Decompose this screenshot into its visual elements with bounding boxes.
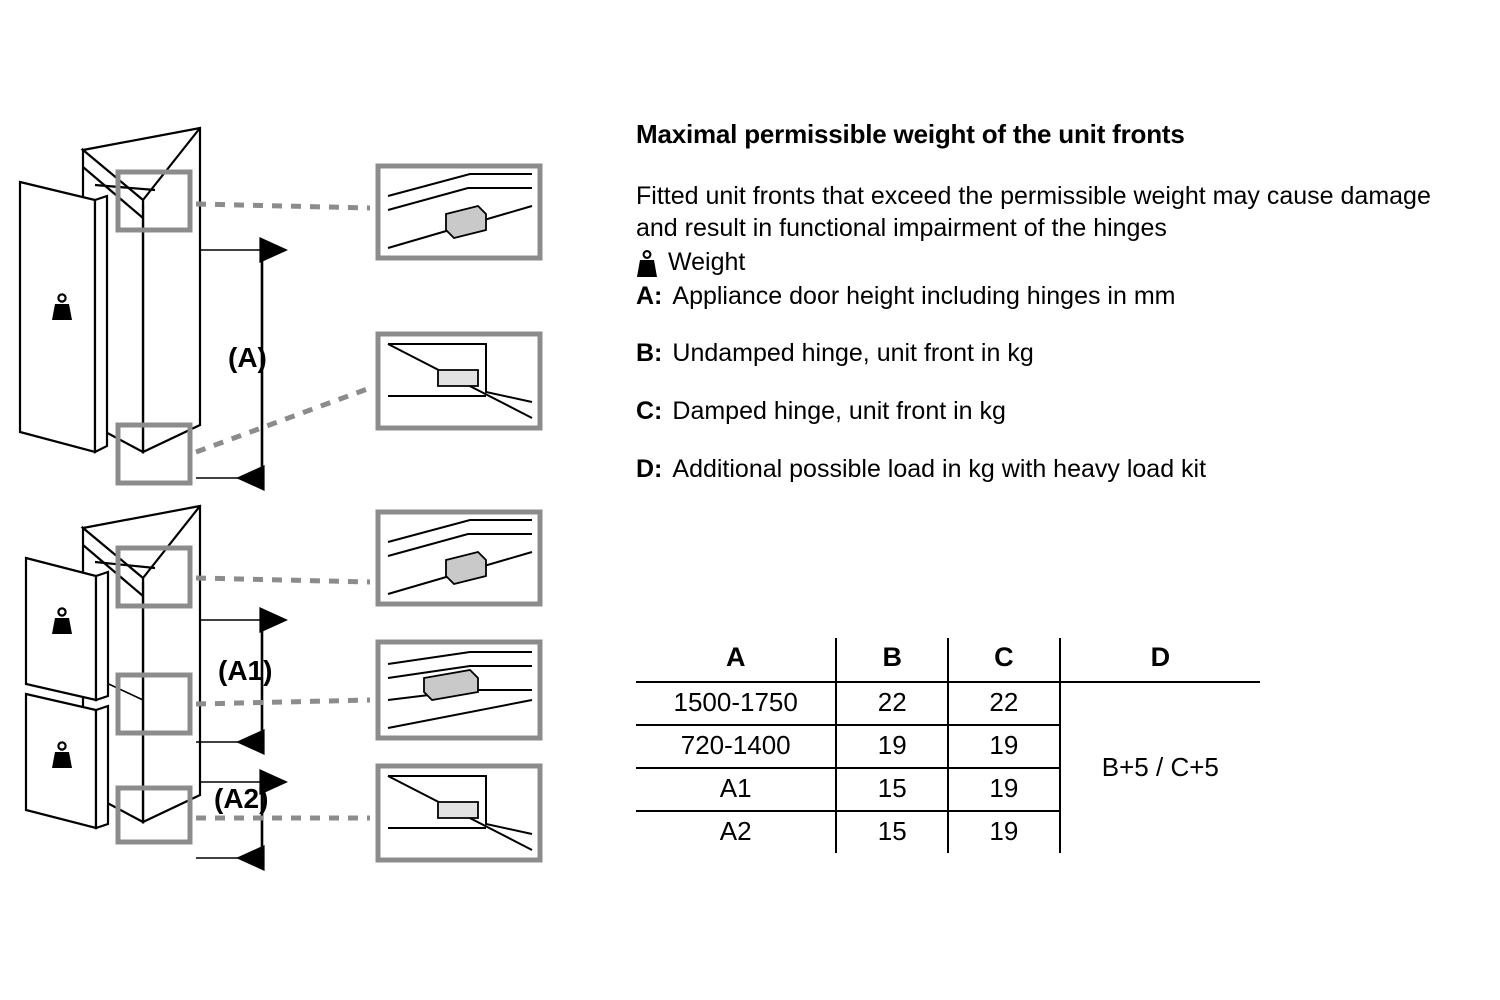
header-b: B xyxy=(836,638,948,682)
legend-d-text: Additional possible load in kg with heavy load kit xyxy=(672,454,1207,483)
dashed-leader-line xyxy=(196,204,370,208)
table-row xyxy=(636,682,1260,725)
spacer xyxy=(636,371,1476,395)
table-body xyxy=(636,682,1260,853)
cell-b: 19 xyxy=(836,725,948,768)
cell-c: 19 xyxy=(948,768,1060,811)
dashed-leader-line xyxy=(196,578,370,582)
dashed-leader-line xyxy=(196,388,370,452)
spacer xyxy=(636,429,1476,453)
legend-c xyxy=(636,395,1476,429)
dimension-label-a2: (A2) xyxy=(214,783,269,814)
legend-d xyxy=(636,453,1476,487)
dashed-leader-line xyxy=(196,700,370,704)
legend-c-text: Damped hinge, unit front in kg xyxy=(672,397,1006,426)
table-header-row xyxy=(636,638,1260,682)
cell-a: A1 xyxy=(636,768,836,811)
cell-c: 22 xyxy=(948,682,1060,725)
appliance-illustration xyxy=(0,0,620,1000)
legend-b xyxy=(636,337,1476,371)
header-d: D xyxy=(1150,642,1171,672)
legend-a-key: A: xyxy=(636,281,663,310)
cell-b: 15 xyxy=(836,811,948,853)
cell-b: 15 xyxy=(836,768,948,811)
bottom-appliance-group xyxy=(26,506,540,860)
legend-b-text: Undamped hinge, unit front in kg xyxy=(672,339,1034,368)
top-appliance-group xyxy=(20,128,540,483)
legend-weight-label: Weight xyxy=(668,247,746,276)
cell-c: 19 xyxy=(948,811,1060,853)
legend-weight xyxy=(636,246,1476,280)
cell-a: 1500-1750 xyxy=(636,682,836,725)
legend-a-text: Appliance door height including hinges in mm xyxy=(672,281,1176,310)
text-column xyxy=(636,120,1476,487)
cell-c: 19 xyxy=(948,725,1060,768)
legend-d-key: D: xyxy=(636,454,663,483)
weight-icon xyxy=(636,250,658,276)
intro-paragraph: Fitted unit fronts that exceed the permissible weight may cause damage and result in functional impairment of the hinges xyxy=(636,181,1431,242)
spacer xyxy=(636,313,1476,337)
detail-view-bottom-hinge xyxy=(378,334,540,428)
detail-view-middle-hinge xyxy=(378,642,540,738)
detail-view-top-hinge-2 xyxy=(378,512,540,604)
page-title: Maximal permissible weight of the unit fronts xyxy=(636,119,1185,149)
cell-d: B+5 / C+5 xyxy=(1101,751,1219,782)
dimension-label-a1: (A1) xyxy=(218,655,273,686)
cell-a: A2 xyxy=(636,811,836,853)
cell-b: 22 xyxy=(836,682,948,725)
detail-view-top-hinge xyxy=(378,166,540,258)
dimension-label-a: (A) xyxy=(228,342,267,373)
header-c: C xyxy=(948,638,1060,682)
header-a: A xyxy=(636,638,836,682)
weight-spec-table xyxy=(636,638,1260,853)
table-header xyxy=(636,638,1260,682)
legend-b-key: B: xyxy=(636,339,663,368)
detail-view-bottom-hinge-2 xyxy=(378,766,540,860)
legend-a xyxy=(636,280,1476,314)
legend-c-key: C: xyxy=(636,397,663,426)
cell-a: 720-1400 xyxy=(636,725,836,768)
